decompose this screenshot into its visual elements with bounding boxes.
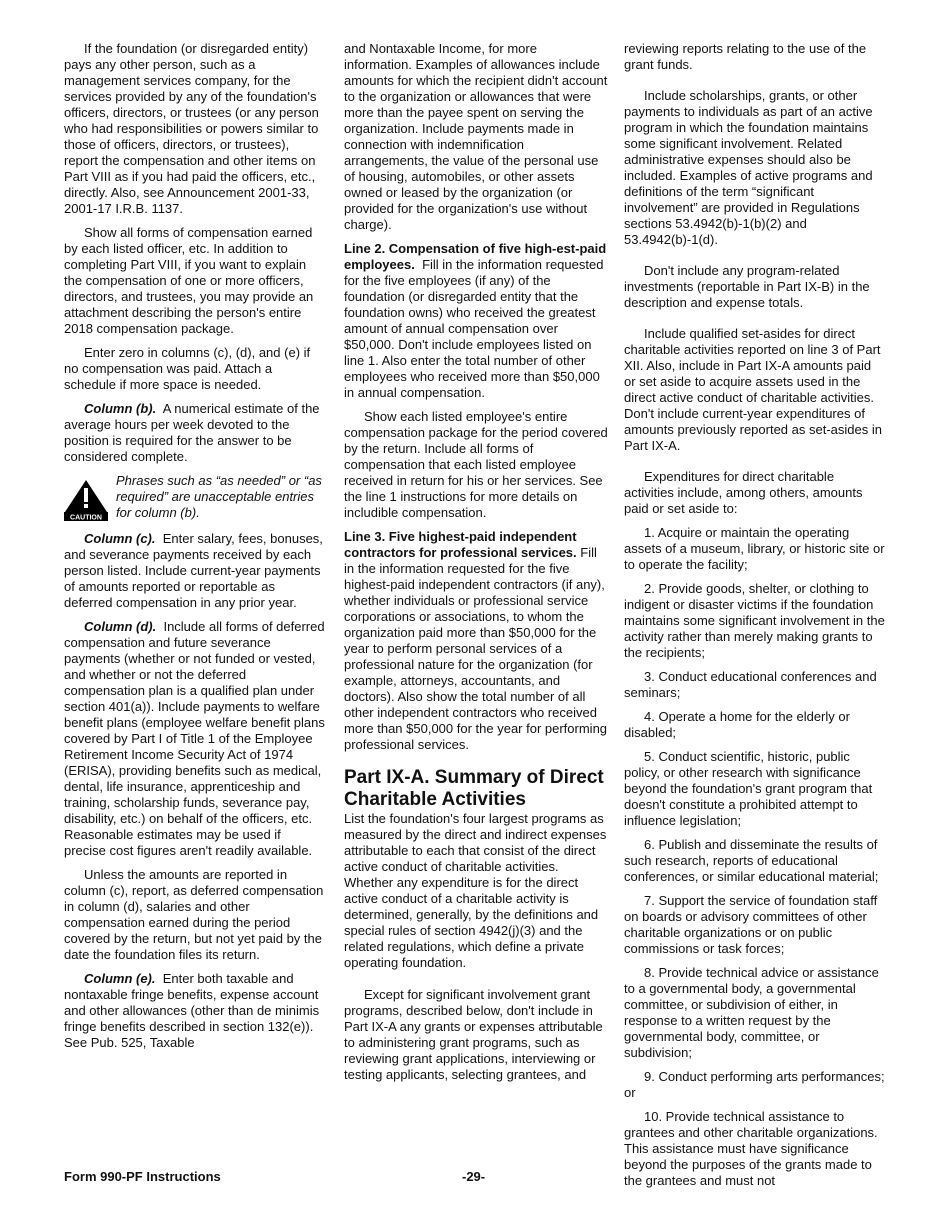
column-d-text: Include all forms of deferred compensation and future severance payments (whether or not funded or vested, and whether or not the deferred compensation plan is a qualified plan under section 401(a)). Include payments to welfare benefit plans (employee welfare benefit plans covered by Part I of Title 1 of the Employee Retirement Income Security Act of 1974 (ERISA), providing benefits such as medical, dental, life insurance, apprenticeship and training, scholarship funds, severance pay, disability, etc.) on behalf of the officers, etc. Reasonable estimates may be used if precise cost figures aren't readily available. [64,619,325,858]
list-item: 1. Acquire or maintain the operating assets of a museum, library, or historic site or to operate the facility; [624,525,885,572]
line-3-text: Fill in the information requested for the five highest-paid independent contractors (if any), whether individuals or professional service corporations or associations, to whom the organization paid more than $50,000 for the year to perform personal services of a professional nature for the organization (for example, attorneys, accountants, and doctors). Also show the total number of all other independent contractors who received more than $50,000 for the year for performing professional services. [344,545,608,752]
footer-page-number: -29- [462,1169,486,1184]
caution-icon [64,479,108,521]
paragraph: and Nontaxable Income, for more information. Examples of allowances include amounts for which the recipient didn't account to the organization or allowances that were more than the payee spent on serving the organization. Include payments made in connection with indemnification arrangements, the value of the personal use of housing, automobiles, or other assets owned or leased by the organization (or provided for the organization's use without charge). [344,41,608,232]
column-right [624,41,886,1197]
column-left [64,41,326,1059]
column-e-heading: Column (e). [84,971,156,986]
column-middle [344,41,608,1091]
column-d-heading: Column (d). [84,619,157,634]
paragraph: Enter zero in columns (c), (d), and (e) if no compensation was paid. Attach a schedule if more space is needed. [64,345,311,392]
paragraph: Don't include any program-related investments (reportable in Part IX-B) in the description and expense totals. [624,263,870,310]
list-item: 2. Provide goods, shelter, or clothing to indigent or disaster victims if the foundation maintains some significant involvement in the activity rather than merely making grants to the recipients; [624,581,885,660]
line-3-paragraph [344,529,608,753]
line-2-heading: Line 2. Compensation of five high-est-paid employees. [344,241,607,272]
column-c-paragraph [64,531,326,611]
list-item: 4. Operate a home for the elderly or disabled; [624,709,850,740]
paragraph: If the foundation (or disregarded entity) pays any other person, such as a management services company, for the services provided by any of the foundation's officers, directors, or trustees (or any person who had responsibilities or powers similar to those of officers, directors, or trustees), report the compensation and other items on Part VIII as if you had paid the officers, etc., directly. Also, see Announcement 2001-33, 2001-17 I.R.B. 1137. [64,41,319,216]
paragraph: Expenditures for direct charitable activities include, among others, amounts paid or set aside to: [624,469,863,516]
column-d-paragraph [64,619,326,859]
footer-form-name: Form 990-PF Instructions [64,1169,221,1184]
list-item: 9. Conduct performing arts performances; or [624,1069,885,1100]
column-e-paragraph [64,971,326,1051]
paragraph: reviewing reports relating to the use of the grant funds. [624,41,867,72]
paragraph: Show each listed employee's entire compensation package for the period covered by the return. Include all forms of compensation that each listed employee received in return for his or her services. See the line 1 instructions for more details on includible compensation. [344,409,608,520]
paragraph: Include qualified set-asides for direct charitable activities reported on line 3 of Part XII. Also, include in Part IX-A amounts paid or set aside to acquire assets used in the direct active conduct of charitable activities. Don't include current-year expenditures of amounts previously reported as set-asides in Part IX-A. [624,326,882,453]
caution-note [64,473,326,521]
column-c-text: Enter salary, fees, bonuses, and severance payments received by each person listed. Include current-year payments of amounts reported or reportable as deferred compensation in any prior year. [64,531,323,610]
list-item: 6. Publish and disseminate the results of such research, reports of educational conferences, or similar educational material; [624,837,879,884]
line-2-text: Fill in the information requested for the five employees (if any) of the foundation (or disregarded entity that the foundation owns) who received the greatest amount of annual compensation over $50,000. Don't include employees listed on line 1. Also enter the total number of other employees who received more than $50,000 in annual compensation. [344,257,604,400]
paragraph: Unless the amounts are reported in column (c), report, as deferred compensation in column (d), salaries and other compensation earned during the period covered by the return, but not yet paid by the date the foundation files its return. [64,867,324,962]
list-item: 8. Provide technical advice or assistance to a governmental body, a governmental committee, or subdivision of either, in response to a written request by the governmental body, committee, or subdivision; [624,965,879,1060]
paragraph: List the foundation's four largest programs as measured by the direct and indirect expenses attributable to each that consist of the direct active conduct of charitable activities. Whether any expenditure is for the direct active conduct of a charitable activity is determined, generally, by the definitions and special rules of section 4942(j)(3) and the related regulations, which define a private operating foundation. [344,811,607,970]
list-item: 5. Conduct scientific, historic, public policy, or other research with significance beyond the foundation's grant program that doesn't constitute a prohibited attempt to influence legislation; [624,749,873,828]
caution-label: CAUTION [70,514,102,521]
paragraph: Show all forms of compensation earned by each listed officer, etc. In addition to completing Part VIII, if you want to explain the compensation of one or more officers, directors, and trustees, you may provide an attachment describing the person's entire 2018 compensation package. [64,225,314,336]
line-3-heading: Line 3. Five highest-paid independent contractors for professional services. [344,529,577,560]
column-b-heading: Column (b). [84,401,157,416]
column-c-heading: Column (c). [84,531,156,546]
column-e-text: Enter both taxable and nontaxable fringe benefits, expense account and other allowances (other than de minimis fringe benefits described in section 132(e)). See Pub. 525, Taxable [64,971,320,1050]
paragraph: Except for significant involvement grant programs, described below, don't include in Part IX-A any grants or expenses attributable to administering grant programs, such as reviewing grant applications, interviewing or testing applicants, selecting grantees, and [344,987,603,1082]
column-b-paragraph [64,401,326,465]
caution-text: Phrases such as “as needed” or “as required” are unacceptable entries for column (b). [116,473,322,520]
column-b-text: A numerical estimate of the average hours per week devoted to the position is required for the answer to be considered complete. [64,401,320,464]
section-title: Part IX-A. Summary of Direct Charitable Activities [344,767,604,810]
paragraph: Include scholarships, grants, or other payments to individuals as part of an active program in which the foundation maintains some significant involvement. Related administrative expenses should also be included. Examples of active programs and definitions of the term “significant involvement” are provided in Regulations sections 53.4942(b)-1(b)(2) and 53.4942(b)-1(d). [624,88,873,247]
list-item: 3. Conduct educational conferences and seminars; [624,669,877,700]
list-item: 10. Provide technical assistance to grantees and other charitable organizations. This assistance must have significance beyond the purposes of the grants made to the grantees and must not [624,1109,878,1188]
list-item: 7. Support the service of foundation staff on boards or advisory committees of other charitable organizations or on public commissions or task forces; [624,893,878,956]
line-2-paragraph [344,241,608,401]
